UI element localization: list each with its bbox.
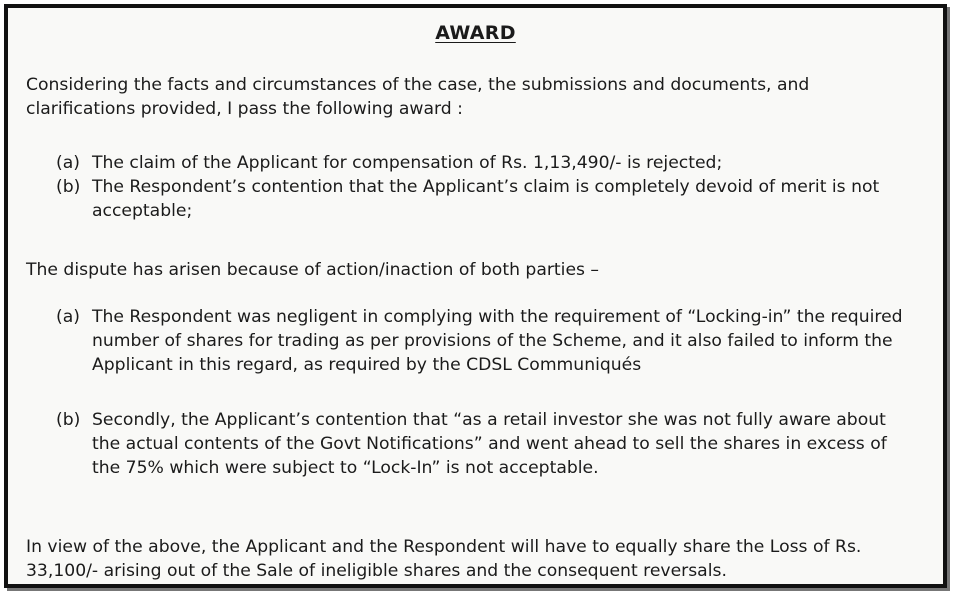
award-document bbox=[4, 4, 947, 588]
item-label: (b) bbox=[56, 410, 81, 430]
award-claims-list bbox=[56, 151, 908, 223]
list-item bbox=[56, 151, 908, 175]
dispute-intro-paragraph: The dispute has arisen because of action/inaction of both parties – bbox=[26, 260, 600, 280]
document-title: AWARD bbox=[435, 22, 516, 44]
item-text: The claim of the Applicant for compensation of Rs. 1,13,490/- is rejected; bbox=[92, 153, 723, 173]
item-text: The Respondent was negligent in complying with the requirement of “Locking-in” the required number of shares for trading as per provisions of the Scheme, and it also failed to inform the Applicant in this regard, as required by the CDSL Communiqués bbox=[92, 307, 903, 375]
item-text: The Respondent’s contention that the Applicant’s claim is completely devoid of merit is not acceptable; bbox=[92, 177, 880, 221]
dispute-point-b bbox=[56, 408, 916, 480]
item-label: (a) bbox=[56, 153, 80, 173]
dispute-point-a bbox=[56, 305, 916, 377]
conclusion-paragraph: In view of the above, the Applicant and the Respondent will have to equally share the Loss of Rs. 33,100/- arising out of the Sale of ineligible shares and the consequent reversals. bbox=[26, 537, 862, 581]
intro-paragraph: Considering the facts and circumstances of the case, the submissions and documents, and clarifications provided, I pass the following award : bbox=[26, 75, 810, 119]
item-text: Secondly, the Applicant’s contention that “as a retail investor she was not fully aware about the actual contents of the Govt Notifications” and went ahead to sell the shares in excess of the 75% which were subject to “Lock-In” is not acceptable. bbox=[92, 410, 887, 478]
item-label: (b) bbox=[56, 177, 81, 197]
item-label: (a) bbox=[56, 307, 80, 327]
list-item bbox=[56, 175, 908, 223]
